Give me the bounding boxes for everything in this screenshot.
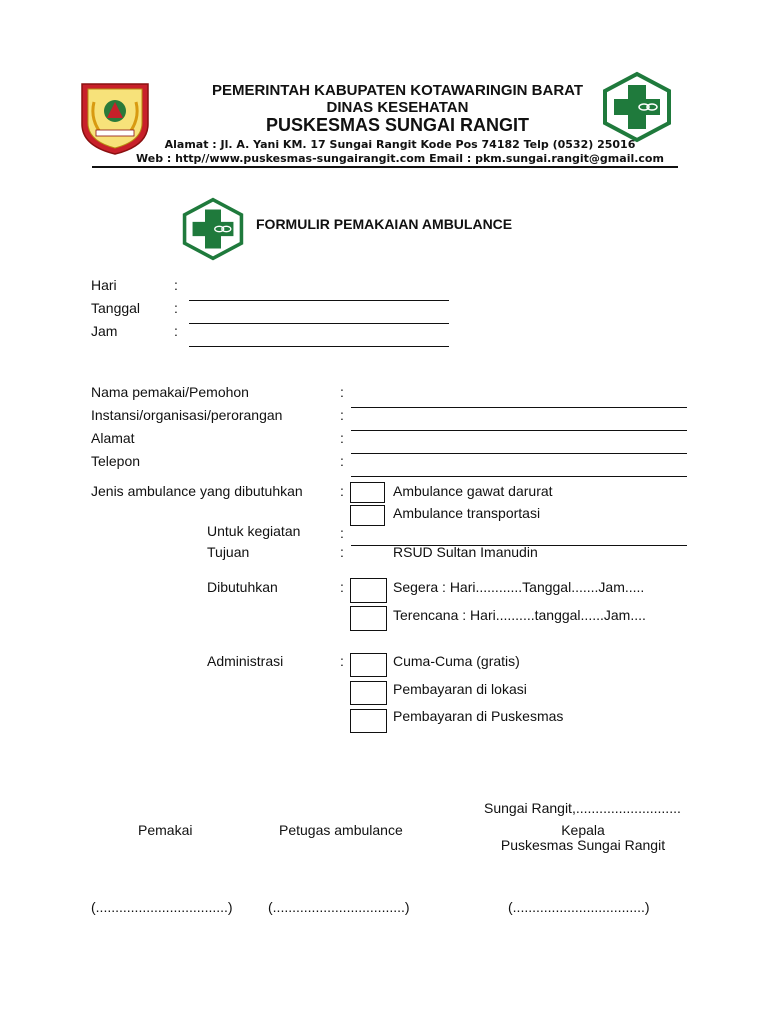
header-divider bbox=[92, 166, 678, 168]
option-pembayaran-puskesmas: Pembayaran di Puskesmas bbox=[393, 708, 564, 724]
tanggal-field-line[interactable] bbox=[189, 323, 449, 324]
checkbox-ambulance-gawat-darurat[interactable] bbox=[350, 482, 385, 503]
option-cuma-cuma: Cuma-Cuma (gratis) bbox=[393, 653, 520, 669]
label-telepon: Telepon bbox=[91, 453, 141, 469]
jam-field-line[interactable] bbox=[189, 346, 449, 347]
label-dibutuhkan: Dibutuhkan bbox=[207, 579, 278, 595]
label-instansi: Instansi/organisasi/perorangan bbox=[91, 407, 283, 423]
signature-label-kepala: Kepala bbox=[561, 822, 605, 838]
checkbox-pembayaran-puskesmas[interactable] bbox=[350, 709, 387, 733]
signature-label-puskesmas: Puskesmas Sungai Rangit bbox=[500, 837, 666, 853]
colon: : bbox=[174, 323, 178, 339]
signature-label-petugas: Petugas ambulance bbox=[279, 822, 403, 838]
header-government: PEMERINTAH KABUPATEN KOTAWARINGIN BARAT bbox=[211, 82, 584, 99]
colon: : bbox=[174, 277, 178, 293]
label-alamat: Alamat bbox=[91, 430, 135, 446]
label-hari: Hari bbox=[91, 277, 117, 293]
signature-label-pemakai: Pemakai bbox=[138, 822, 193, 838]
option-terencana: Terencana : Hari..........tanggal......Jam.... bbox=[393, 607, 646, 623]
checkbox-pembayaran-lokasi[interactable] bbox=[350, 681, 387, 705]
label-administrasi: Administrasi bbox=[207, 653, 284, 669]
colon: : bbox=[340, 483, 344, 499]
option-pembayaran-lokasi: Pembayaran di lokasi bbox=[393, 681, 527, 697]
colon: : bbox=[340, 525, 344, 541]
header-web-email: Web : http//www.puskesmas-sungairangit.com Email : pkm.sungai.rangit@gmail.com bbox=[136, 152, 664, 165]
form-title: FORMULIR PEMAKAIAN AMBULANCE bbox=[256, 216, 513, 232]
header-puskesmas-name: PUSKESMAS SUNGAI RANGIT bbox=[265, 115, 530, 135]
colon: : bbox=[340, 653, 344, 669]
label-tujuan: Tujuan bbox=[207, 544, 250, 560]
signature-blank-pemakai[interactable]: (..................................) bbox=[91, 899, 233, 915]
signature-blank-petugas[interactable]: (..................................) bbox=[268, 899, 410, 915]
option-ambulance-gawat-darurat: Ambulance gawat darurat bbox=[393, 483, 553, 499]
header-address: Alamat : Jl. A. Yani KM. 17 Sungai Rangit Kode Pos 74182 Telp (0532) 25016 bbox=[164, 138, 636, 151]
checkbox-cuma-cuma[interactable] bbox=[350, 653, 387, 677]
label-jenis-ambulance: Jenis ambulance yang dibutuhkan bbox=[91, 483, 303, 499]
place-date-line: Sungai Rangit,........................... bbox=[484, 800, 681, 816]
puskesmas-logo-icon bbox=[180, 197, 246, 261]
label-untuk-kegiatan: Untuk kegiatan bbox=[207, 523, 301, 539]
checkbox-segera[interactable] bbox=[350, 578, 387, 603]
colon: : bbox=[340, 579, 344, 595]
nama-pemakai-field-line[interactable] bbox=[351, 407, 687, 408]
puskesmas-logo-icon bbox=[600, 71, 674, 143]
label-tanggal: Tanggal bbox=[91, 300, 141, 316]
colon: : bbox=[340, 544, 344, 560]
colon: : bbox=[340, 430, 344, 446]
option-ambulance-transportasi: Ambulance transportasi bbox=[393, 505, 541, 521]
alamat-field-line[interactable] bbox=[351, 453, 687, 454]
colon: : bbox=[340, 384, 344, 400]
colon: : bbox=[340, 407, 344, 423]
checkbox-terencana[interactable] bbox=[350, 606, 387, 631]
colon: : bbox=[340, 453, 344, 469]
colon: : bbox=[174, 300, 178, 316]
label-jam: Jam bbox=[91, 323, 118, 339]
tujuan-value: RSUD Sultan Imanudin bbox=[393, 544, 538, 560]
checkbox-ambulance-transportasi[interactable] bbox=[350, 505, 385, 526]
telepon-field-line[interactable] bbox=[351, 476, 687, 477]
label-nama-pemakai: Nama pemakai/Pemohon bbox=[91, 384, 249, 400]
instansi-field-line[interactable] bbox=[351, 430, 687, 431]
hari-field-line[interactable] bbox=[189, 300, 449, 301]
option-segera: Segera : Hari............Tanggal.......Jam..... bbox=[393, 579, 645, 595]
header-department: DINAS KESEHATAN bbox=[326, 99, 469, 116]
signature-blank-kepala[interactable]: (..................................) bbox=[508, 899, 650, 915]
